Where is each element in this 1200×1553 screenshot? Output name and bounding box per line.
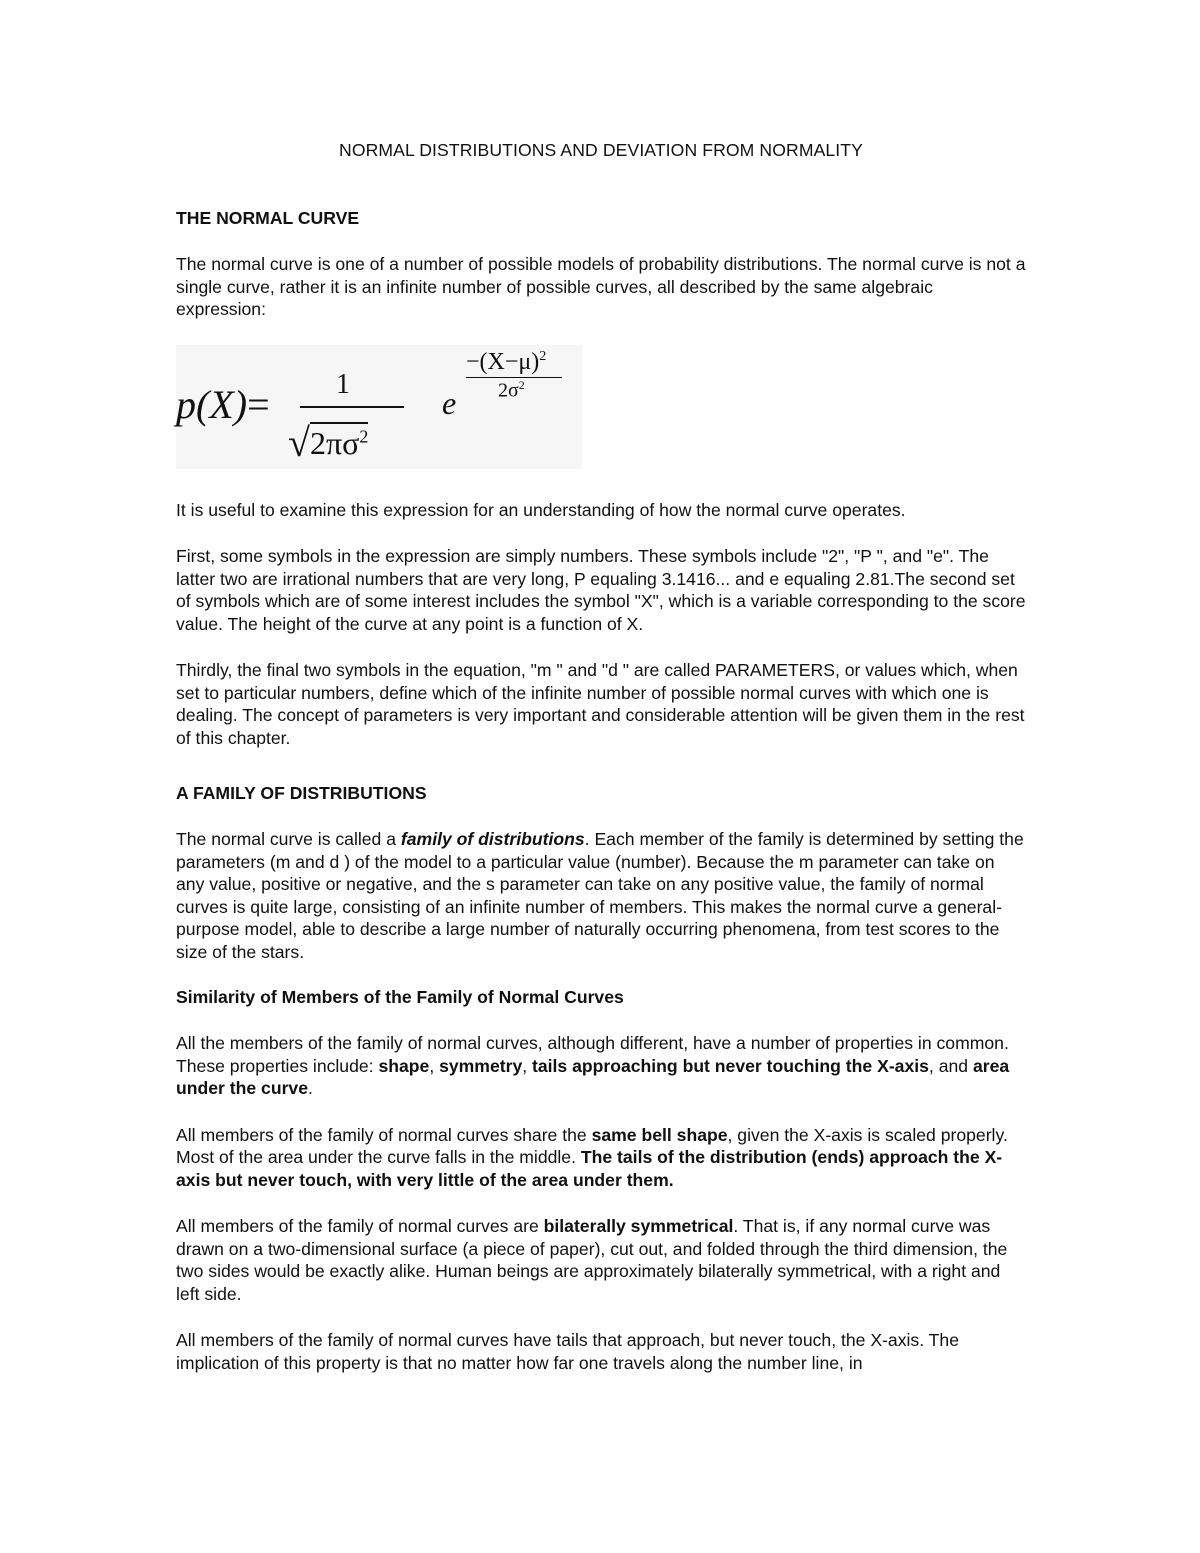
section-heading-family: A FAMILY OF DISTRIBUTIONS	[176, 783, 427, 803]
subsection-heading-similarity: Similarity of Members of the Family of Normal Curves	[176, 987, 624, 1007]
paragraph-common-properties: All the members of the family of normal curves, although different, have a number of properties in common. These properties include: shape, symmetry, tails approaching but never touching the X-axis, and area under the curve.	[176, 1033, 1010, 1098]
paragraph-bell-shape: All members of the family of normal curves share the same bell shape, given the X-axis is scaled properly. Most of the area under the curve falls in the middle. The tails of the distribution (ends) approach the X-axis but never touch, with very little of the area under them.	[176, 1124, 1008, 1190]
formula-lhs: p(X)=	[176, 381, 270, 427]
document-page	[176, 140, 1026, 1398]
formula-fraction-line	[300, 406, 404, 408]
paragraph-symmetry: All members of the family of normal curves are bilaterally symmetrical. That is, if any normal curve was drawn on a two-dimensional surface (a piece of paper), cut out, and folded through the third dimension, the two sides would be exactly alike. Human beings are approximately bilaterally symmetrical, with a right and left side.	[176, 1216, 1008, 1304]
paragraph-tails: All members of the family of normal curves have tails that approach, but never touch, the X-axis. The implication of this property is that no matter how far one travels along the number line, in	[176, 1330, 959, 1373]
formula-exponent-denominator: $2\sigma^2$	[498, 377, 525, 402]
formula-numerator: 1	[336, 368, 350, 400]
paragraph-examine-expression: It is useful to examine this expression for an understanding of how the normal curve operates.	[176, 499, 906, 520]
document-title: NORMAL DISTRIBUTIONS AND DEVIATION FROM NORMALITY	[339, 140, 863, 160]
paragraph-normal-curve-intro: The normal curve is one of a number of possible models of probability distributions. The normal curve is not a single curve, rather it is an infinite number of possible curves, all described by the same algebraic expression:	[176, 254, 1026, 319]
normal-density-formula	[176, 345, 582, 469]
paragraph-symbols-numbers: First, some symbols in the expression are simply numbers. These symbols include "2", "P ", and "e". The latter two are irrational numbers that are very long, P equaling 3.1416... and e equaling 2.81.The second set of symbols which are of some interest includes the symbol "X", which is a variable corresponding to the score value. The height of the curve at any point is a function of X.	[176, 546, 1026, 634]
section-heading-normal-curve: THE NORMAL CURVE	[176, 208, 360, 228]
formula-denominator: $√2\pi\sigma^2$	[288, 419, 369, 465]
paragraph-parameters: Thirdly, the final two symbols in the equation, "m " and "d " are called PARAMETERS, or values which, when set to particular numbers, define which of the infinite number of possible normal curves with which one is dealing. The concept of parameters is very important and considerable attention will be given them in the rest of this chapter.	[176, 660, 1025, 748]
paragraph-family-of-distributions: The normal curve is called a family of distributions. Each member of the family is determined by setting the parameters (m and d ) of the model to a particular value (number). Because the m parameter can take on any value, positive or negative, and the s parameter can take on any positive value, the family of normal curves is quite large, consisting of an infinite number of members. This makes the normal curve a general-purpose model, able to describe a large number of naturally occurring phenomena, from test scores to the size of the stars.	[176, 829, 1024, 962]
formula-exponent-numerator: $-(X-\mu)^2$	[466, 348, 547, 375]
formula-exponential-base: e	[442, 384, 457, 421]
